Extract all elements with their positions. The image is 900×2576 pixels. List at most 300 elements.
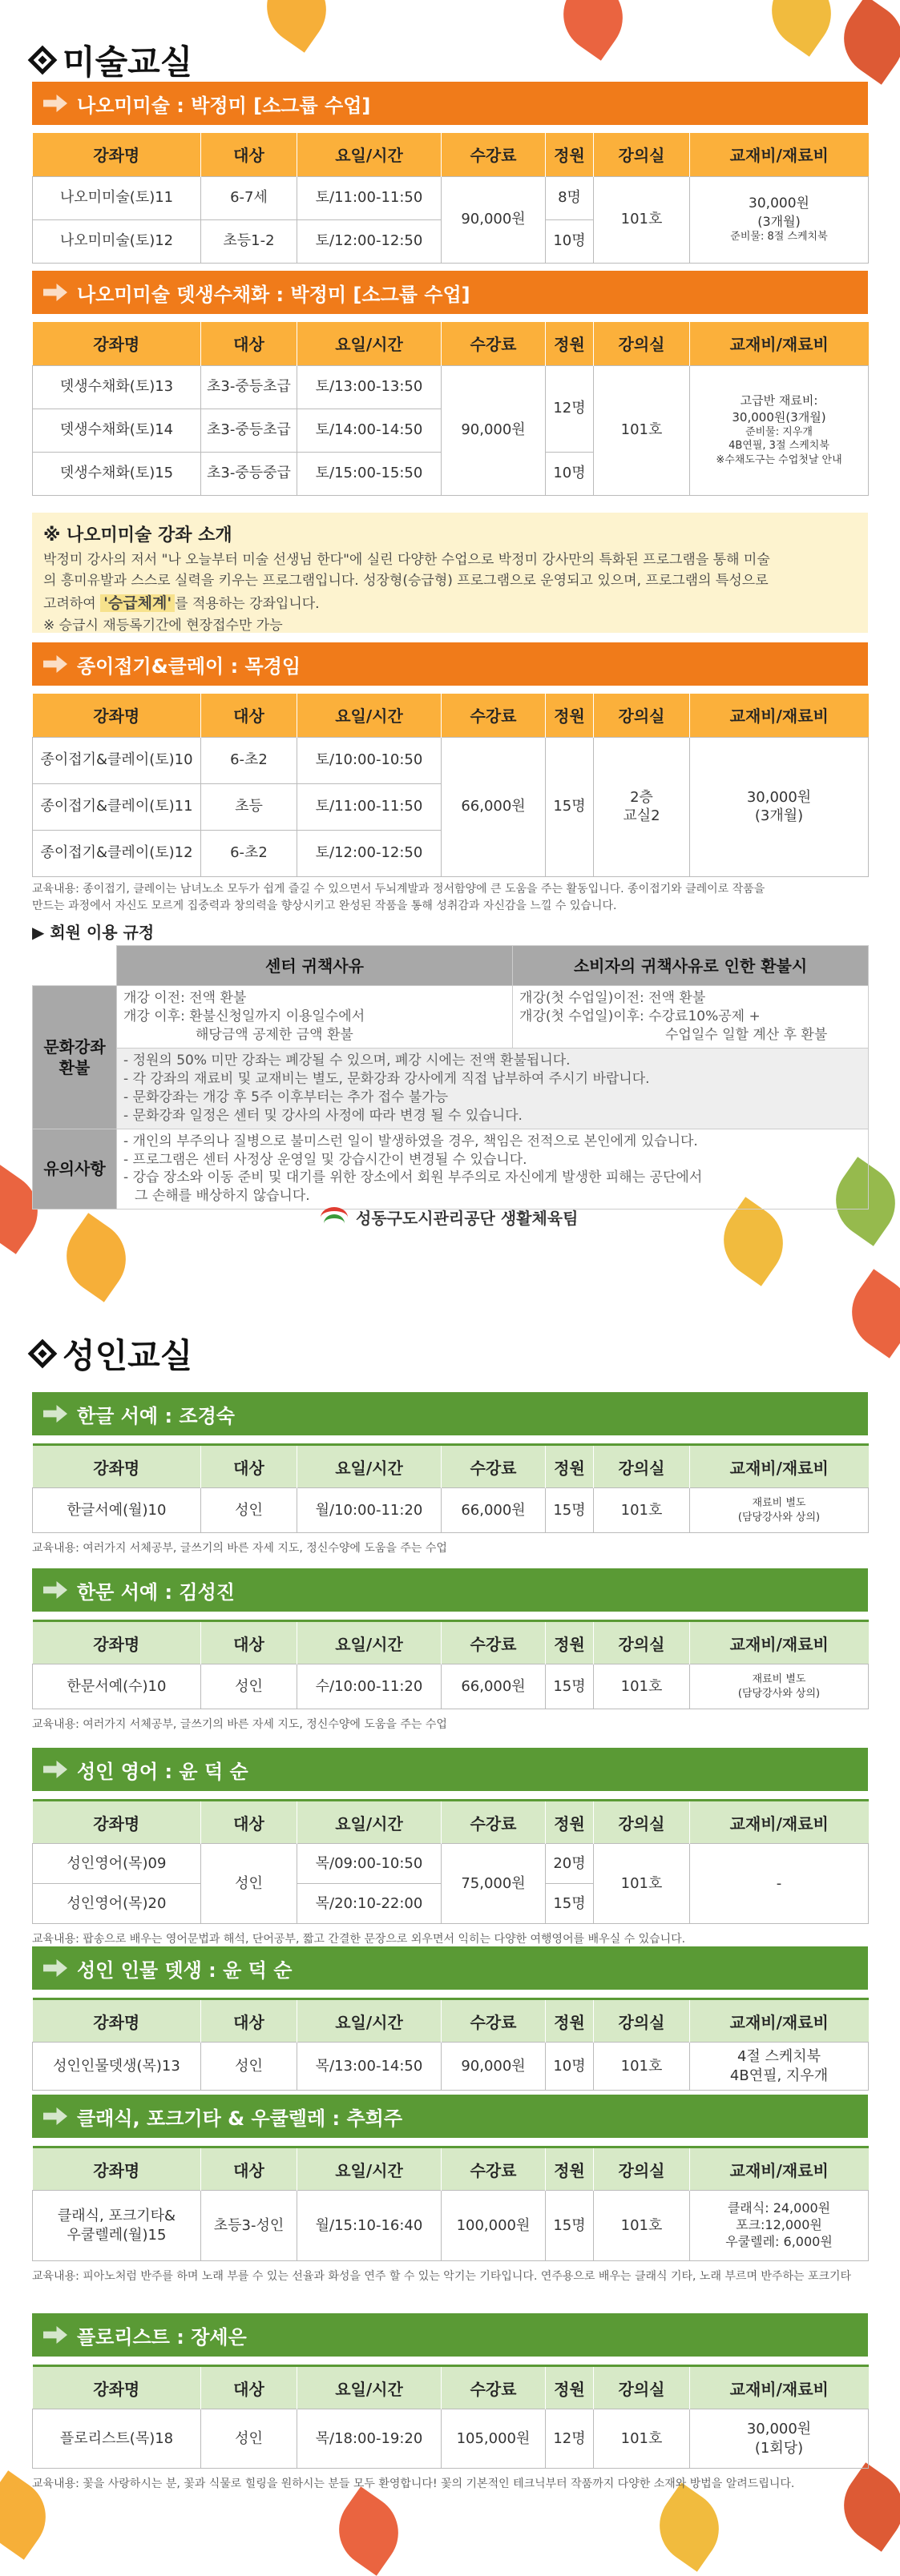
- naomi-art-block: [32, 82, 868, 264]
- refund-line: 수업일수 일할 계산 후 환불: [665, 1026, 828, 1043]
- course-name: 한문서예(수)10: [33, 1664, 201, 1709]
- course-name: 성인영어(목)09: [33, 1844, 201, 1884]
- course-header-bar: [32, 82, 868, 125]
- intro-note: ※ 승급시 재등록기간에 현장접수만 가능: [43, 618, 283, 634]
- english-block: [32, 1748, 868, 1946]
- course-header-text: 나오미미술 : 박정미 [소그룹 수업]: [77, 94, 371, 117]
- course-room: 101호: [594, 1844, 690, 1924]
- material-line: 준비물: 지우개: [745, 425, 813, 438]
- arrow-icon: [43, 284, 67, 301]
- material-line: (담당강사와 상의): [737, 1687, 821, 1700]
- naomi-intro-box: [32, 513, 868, 633]
- watercolor-block: [32, 271, 868, 496]
- center-refund: [117, 986, 513, 1049]
- course-time: 목/18:00-19:20: [297, 2409, 442, 2469]
- course-material: -: [690, 1844, 869, 1924]
- col-header: 요일/시간: [297, 2366, 442, 2409]
- course-header-bar: [32, 642, 868, 686]
- table-row: [33, 1664, 869, 1709]
- caution-note: - 프로그램은 센터 사정상 운영일 및 강습시간이 변경될 수 있습니다.: [123, 1151, 527, 1168]
- col-header: 교재비/재료비: [690, 694, 869, 737]
- course-header-text: 한글 서예 : 조경숙: [77, 1404, 235, 1427]
- material-line: 4절 스케치북: [737, 2048, 821, 2066]
- hangul-table: [32, 1443, 869, 1533]
- material-line: (1회당): [754, 2439, 804, 2457]
- course-description: 교육내용: 피아노처럼 반주를 하며 노래 부를 수 있는 선율과 화성을 연주 할 수 있는 악기는 기타입니다. 연주용으로 배우는 클래식 기타, 노래 부르며 반주하는 포크기타: [32, 2270, 852, 2283]
- table-header-row: [33, 1445, 869, 1488]
- course-target: 6-초2: [201, 737, 297, 783]
- material-line: 재료비 별도: [752, 1672, 806, 1685]
- maple-leaf-icon: [708, 1197, 797, 1286]
- intro-heading: ※ 나오미미술 강좌 소개: [43, 525, 232, 545]
- col-header: 교재비/재료비: [690, 1999, 869, 2043]
- col-header: 교재비/재료비: [690, 322, 869, 365]
- col-header: 요일/시간: [297, 1621, 442, 1664]
- maple-leaf-icon: [324, 2486, 413, 2575]
- col-header: 대상: [201, 1445, 297, 1488]
- refund-note: - 각 강좌의 재료비 및 교재비는 별도, 문화강좌 강사에게 직접 납부하여 주시기 바랍니다.: [123, 1070, 650, 1087]
- col-header: 수강료: [442, 322, 546, 365]
- maple-leaf-icon: [548, 0, 637, 61]
- course-time: 토/13:00-13:50: [297, 365, 442, 409]
- col-header: 교재비/재료비: [690, 133, 869, 176]
- col-header: 강의실: [594, 2366, 690, 2409]
- rules-caution-row: [33, 1129, 869, 1210]
- col-header: 수강료: [442, 133, 546, 176]
- caution-note: - 강습 장소와 이동 준비 및 대기를 위한 장소에서 회원 부주의로 자신에게 발생한 피해는 공단에서: [123, 1169, 703, 1186]
- room-name: 교실2: [623, 807, 660, 824]
- refund-notes: [117, 1048, 869, 1129]
- course-room: 101호: [594, 2043, 690, 2091]
- diamond-icon: [28, 1339, 58, 1369]
- course-header-text: 성인 영어 : 윤 덕 순: [77, 1760, 248, 1783]
- refund-note: - 문화강좌는 개강 후 5주 이후부터는 추가 접수 불가능: [123, 1089, 449, 1105]
- florist-block: [32, 2313, 868, 2491]
- col-header: 강좌명: [33, 1445, 201, 1488]
- table-row: [33, 2191, 869, 2261]
- course-time: 토/14:00-14:50: [297, 409, 442, 452]
- col-header: 수강료: [442, 1801, 546, 1844]
- refund-label-text: 환불: [59, 1057, 91, 1077]
- material-line: 포크:12,000원: [736, 2217, 822, 2233]
- material-line: 4B연필, 지우개: [729, 2067, 829, 2084]
- col-header: 교재비/재료비: [690, 1445, 869, 1488]
- rules-title: ▶ 회원 이용 규정: [32, 923, 155, 942]
- col-header: 강좌명: [33, 322, 201, 365]
- material-line: 우쿨렐레: 6,000원: [725, 2233, 833, 2249]
- rules-col-header: 소비자의 귀책사유로 인한 환불시: [513, 946, 869, 986]
- consumer-refund: [513, 986, 869, 1049]
- course-header-bar: [32, 1748, 868, 1791]
- course-material: [690, 365, 869, 495]
- col-header: 정원: [546, 2366, 594, 2409]
- arrow-icon: [43, 655, 67, 673]
- course-capacity: 12명: [546, 2409, 594, 2469]
- col-header: 강의실: [594, 133, 690, 176]
- material-fee: 30,000원: [746, 788, 812, 806]
- table-header-row: [33, 694, 869, 737]
- material-note: 준비물: 8절 스케치북: [730, 231, 828, 244]
- course-name: 나오미미술(토)11: [33, 176, 201, 219]
- material-period: (3개월): [757, 213, 801, 229]
- intro-text: 의 흥미유발과 스스로 실력을 키우는 프로그램입니다. 성장형(승급형) 프로그램으로 운영되고 있으며, 프로그램의 특성으로: [43, 573, 769, 590]
- guitar-block: [32, 2095, 868, 2284]
- course-capacity: 20명: [546, 1844, 594, 1884]
- course-header-text: 클래식, 포크기타 & 우쿨렐레 : 추희주: [77, 2107, 402, 2130]
- hangul-block: [32, 1392, 868, 1556]
- col-header: 정원: [546, 133, 594, 176]
- course-name: 뎃생수채화(토)13: [33, 365, 201, 409]
- rules-header-row: [33, 946, 869, 986]
- material-line: 30,000원(3개월): [732, 409, 826, 425]
- col-header: 정원: [546, 1801, 594, 1844]
- description-line: 만드는 과정에서 자신도 모르게 집중력과 창의력을 향상시키고 완성된 작품을 통해 성취감과 자신감을 느낄 수 있습니다.: [32, 900, 617, 912]
- col-header: 정원: [546, 2147, 594, 2191]
- course-header-text: 나오미미술 뎃생수채화 : 박정미 [소그룹 수업]: [77, 283, 470, 306]
- course-header-text: 플로리스트 : 장세은: [77, 2325, 247, 2349]
- course-name-line: 클래식, 포크기타&: [57, 2208, 176, 2225]
- course-capacity: 10명: [546, 219, 594, 263]
- caution-note: 그 손해를 배상하지 않습니다.: [135, 1188, 310, 1205]
- rules-refund-row: [33, 986, 869, 1049]
- course-header-bar: [32, 2313, 868, 2357]
- col-header: 대상: [201, 2147, 297, 2191]
- course-room: 101호: [594, 1664, 690, 1709]
- course-time: 토/12:00-12:50: [297, 830, 442, 876]
- table-row: [33, 2043, 869, 2091]
- caution-note: - 개인의 부주의나 질병으로 불미스런 일이 발생하였을 경우, 책임은 전적으로 본인에게 있습니다.: [123, 1133, 698, 1149]
- arrow-icon: [43, 2107, 67, 2125]
- table-row: [33, 737, 869, 783]
- refund-line: 개강(첫 수업일)이전: 전액 환불: [519, 990, 706, 1006]
- course-name: 종이접기&클레이(토)12: [33, 830, 201, 876]
- col-header: 강의실: [594, 1445, 690, 1488]
- course-fee: 75,000원: [442, 1844, 546, 1924]
- refund-line: 개강 이후: 환불신청일까지 이용일수에서: [123, 1008, 365, 1024]
- course-name: 뎃생수채화(토)15: [33, 452, 201, 495]
- course-target: 성인: [201, 2409, 297, 2469]
- col-header: 수강료: [442, 1999, 546, 2043]
- course-target: 성인: [201, 1488, 297, 1533]
- org-name: 성동구도시관리공단 생활체육팀: [356, 1209, 579, 1228]
- table-header-row: [33, 1621, 869, 1664]
- col-header: 대상: [201, 694, 297, 737]
- course-header-bar: [32, 1392, 868, 1435]
- refund-note: - 문화강좌 일정은 센터 및 강사의 사정에 따라 변경 될 수 있습니다.: [123, 1107, 523, 1124]
- material-line: 4B연필, 3절 스케치북: [728, 440, 829, 453]
- course-header-bar: [32, 271, 868, 314]
- rules-corner: [33, 946, 117, 986]
- section-title-art: [32, 36, 192, 84]
- material-line: 재료비 별도: [752, 1496, 806, 1509]
- course-time: 수/10:00-11:20: [297, 1664, 442, 1709]
- course-capacity: 15명: [546, 1664, 594, 1709]
- course-room: 101호: [594, 2191, 690, 2261]
- course-target: 성인: [201, 2043, 297, 2091]
- course-capacity: 10명: [546, 452, 594, 495]
- refund-label: [33, 986, 117, 1129]
- table-row: [33, 1844, 869, 1884]
- col-header: 요일/시간: [297, 1801, 442, 1844]
- course-name: [33, 2191, 201, 2261]
- course-target: 성인: [201, 1664, 297, 1709]
- section-title-text: 미술교실: [63, 42, 193, 82]
- col-header: 수강료: [442, 2147, 546, 2191]
- course-fee: 90,000원: [442, 2043, 546, 2091]
- course-room: 101호: [594, 1488, 690, 1533]
- table-header-row: [33, 322, 869, 365]
- table-row: [33, 176, 869, 219]
- col-header: 대상: [201, 1621, 297, 1664]
- course-time: 목/13:00-14:50: [297, 2043, 442, 2091]
- course-name: 성인영어(목)20: [33, 1884, 201, 1924]
- arrow-icon: [43, 1405, 67, 1423]
- course-header-bar: [32, 2095, 868, 2138]
- section-title-text: 성인교실: [63, 1336, 193, 1375]
- rules-refund-notes-row: [33, 1048, 869, 1129]
- guitar-table: [32, 2146, 869, 2261]
- course-target: 초3-중등중급: [201, 452, 297, 495]
- course-description: 교육내용: 여러가지 서체공부, 글쓰기의 바른 자세 지도, 정신수양에 도움을 주는 수업: [32, 1718, 447, 1731]
- org-logo: [321, 1205, 578, 1229]
- intro-text: [43, 592, 857, 615]
- course-name: 종이접기&클레이(토)11: [33, 783, 201, 830]
- course-fee: 90,000원: [442, 365, 546, 495]
- course-time: 토/11:00-11:50: [297, 176, 442, 219]
- course-target: 초등: [201, 783, 297, 830]
- course-time: 토/11:00-11:50: [297, 783, 442, 830]
- maple-leaf-icon: [829, 0, 900, 85]
- arrow-icon: [43, 1581, 67, 1599]
- course-target: 초등3-성인: [201, 2191, 297, 2261]
- course-name: 나오미미술(토)12: [33, 219, 201, 263]
- material-line: 30,000원: [746, 2421, 812, 2438]
- course-time: 목/20:10-22:00: [297, 1884, 442, 1924]
- hanmun-block: [32, 1568, 868, 1732]
- course-target: 6-초2: [201, 830, 297, 876]
- room-floor: 2층: [630, 788, 653, 806]
- course-header-text: 종이접기&클레이 : 목경임: [77, 654, 301, 678]
- table-header-row: [33, 133, 869, 176]
- course-description: 교육내용: 여러가지 서체공부, 글쓰기의 바른 자세 지도, 정신수양에 도움을 주는 수업: [32, 1542, 447, 1555]
- course-time: 목/09:00-10:50: [297, 1844, 442, 1884]
- col-header: 수강료: [442, 1621, 546, 1664]
- col-header: 강좌명: [33, 1801, 201, 1844]
- col-header: 교재비/재료비: [690, 1621, 869, 1664]
- course-material: [690, 1488, 869, 1533]
- material-line: 고급반 재료비:: [740, 393, 818, 409]
- table-row: [33, 2409, 869, 2469]
- course-room: 101호: [594, 176, 690, 263]
- col-header: 교재비/재료비: [690, 2147, 869, 2191]
- course-fee: 66,000원: [442, 737, 546, 876]
- course-target: 초3-중등초급: [201, 365, 297, 409]
- course-name-line: 우쿨렐레(월)15: [67, 2226, 167, 2244]
- col-header: 수강료: [442, 694, 546, 737]
- clay-block: [32, 642, 868, 877]
- arrow-icon: [43, 95, 67, 112]
- course-capacity: 12명: [546, 365, 594, 452]
- col-header: 강좌명: [33, 694, 201, 737]
- table-row: [33, 365, 869, 409]
- col-header: 요일/시간: [297, 1999, 442, 2043]
- material-fee: 30,000원: [749, 195, 809, 211]
- col-header: 대상: [201, 2366, 297, 2409]
- refund-note: - 정원의 50% 미만 강좌는 폐강될 수 있으며, 폐강 시에는 전액 환불됩니다.: [123, 1052, 571, 1069]
- course-material: [690, 176, 869, 263]
- col-header: 요일/시간: [297, 322, 442, 365]
- refund-line: 개강(첫 수업일)이후: 수강료10%공제 +: [519, 1008, 761, 1024]
- course-header-text: 한문 서예 : 김성진: [77, 1580, 235, 1604]
- course-fee: 66,000원: [442, 1488, 546, 1533]
- clay-description: [32, 881, 868, 915]
- course-fee: 90,000원: [442, 176, 546, 263]
- florist-table: [32, 2365, 869, 2469]
- course-time: 월/10:00-11:20: [297, 1488, 442, 1533]
- english-table: [32, 1799, 869, 1924]
- course-target: 성인: [201, 1844, 297, 1924]
- figure-drawing-block: [32, 1946, 868, 2091]
- col-header: 수강료: [442, 2366, 546, 2409]
- course-capacity: 8명: [546, 176, 594, 219]
- course-capacity: 10명: [546, 2043, 594, 2091]
- col-header: 정원: [546, 1445, 594, 1488]
- col-header: 강좌명: [33, 133, 201, 176]
- rainbow-logo-icon: [321, 1207, 348, 1228]
- naomi-art-table: [32, 133, 869, 264]
- col-header: 요일/시간: [297, 1445, 442, 1488]
- col-header: 대상: [201, 1801, 297, 1844]
- course-name: 플로리스트(목)18: [33, 2409, 201, 2469]
- col-header: 강의실: [594, 1801, 690, 1844]
- course-target: 초등1-2: [201, 219, 297, 263]
- table-row: [33, 1488, 869, 1533]
- col-header: 대상: [201, 133, 297, 176]
- maple-leaf-icon: [51, 1213, 140, 1302]
- col-header: 강좌명: [33, 2366, 201, 2409]
- table-header-row: [33, 1801, 869, 1844]
- hanmun-table: [32, 1620, 869, 1709]
- section-title-adult: [32, 1330, 192, 1378]
- course-description: 교육내용: 팝송으로 배우는 영어문법과 해석, 단어공부, 짧고 간결한 문장으로 외우면서 익히는 다양한 여행영어를 배우실 수 있습니다.: [32, 1933, 686, 1946]
- course-name: 뎃생수채화(토)14: [33, 409, 201, 452]
- maple-leaf-icon: [757, 0, 846, 57]
- refund-line: 해당금액 공제한 금액 환불: [196, 1026, 353, 1043]
- table-header-row: [33, 2147, 869, 2191]
- course-material: [690, 2043, 869, 2091]
- col-header: 요일/시간: [297, 133, 442, 176]
- maple-leaf-icon: [837, 1269, 900, 1358]
- intro-text-part: 고려하여: [43, 595, 101, 612]
- course-material: [690, 737, 869, 876]
- col-header: 대상: [201, 322, 297, 365]
- col-header: 대상: [201, 1999, 297, 2043]
- course-fee: 66,000원: [442, 1664, 546, 1709]
- course-room: [594, 737, 690, 876]
- col-header: 요일/시간: [297, 694, 442, 737]
- refund-line: 개강 이전: 전액 환불: [123, 990, 247, 1006]
- col-header: 강의실: [594, 1999, 690, 2043]
- course-name: 성인인물뎃생(목)13: [33, 2043, 201, 2091]
- clay-table: [32, 694, 869, 877]
- course-room: 101호: [594, 2409, 690, 2469]
- course-fee: 100,000원: [442, 2191, 546, 2261]
- course-time: 토/10:00-10:50: [297, 737, 442, 783]
- watercolor-table: [32, 322, 869, 496]
- col-header: 정원: [546, 1999, 594, 2043]
- col-header: 수강료: [442, 1445, 546, 1488]
- caution-label: 유의사항: [33, 1129, 117, 1210]
- course-time: 월/15:10-16:40: [297, 2191, 442, 2261]
- col-header: 요일/시간: [297, 2147, 442, 2191]
- maple-leaf-icon: [644, 2482, 733, 2571]
- figure-drawing-table: [32, 1998, 869, 2091]
- diamond-icon: [28, 46, 58, 75]
- arrow-icon: [43, 1959, 67, 1977]
- material-line: 클래식: 24,000원: [727, 2200, 831, 2216]
- intro-highlight: '승급체계': [100, 594, 175, 612]
- col-header: 강의실: [594, 694, 690, 737]
- member-rules-table: [32, 945, 869, 1210]
- rules-col-header: 센터 귀책사유: [117, 946, 513, 986]
- col-header: 강의실: [594, 1621, 690, 1664]
- course-capacity: 15명: [546, 1488, 594, 1533]
- course-capacity: 15명: [546, 1884, 594, 1924]
- material-line: ※수채도구는 수업첫날 안내: [716, 454, 842, 467]
- table-header-row: [33, 2366, 869, 2409]
- col-header: 교재비/재료비: [690, 1801, 869, 1844]
- refund-label-text: 문화강좌: [43, 1036, 106, 1057]
- course-header-text: 성인 인물 뎃생 : 윤 덕 순: [77, 1958, 293, 1982]
- course-name: 한글서예(월)10: [33, 1488, 201, 1533]
- course-description: 교육내용: 꽃을 사랑하시는 분, 꽃과 식물로 힐링을 원하시는 분들 모두 환영합니다! 꽃의 기본적인 테크닉부터 작품까지 다양한 소재와 방법을 알려드립니다.: [32, 2477, 795, 2490]
- course-target: 6-7세: [201, 176, 297, 219]
- col-header: 강의실: [594, 322, 690, 365]
- description-line: 교육내용: 종이접기, 클레이는 남녀노소 모두가 쉽게 즐길 수 있으면서 두뇌계발과 정서함양에 큰 도움을 주는 활동입니다. 종이접기와 클레이로 작품을: [32, 883, 765, 896]
- col-header: 정원: [546, 322, 594, 365]
- course-name: 종이접기&클레이(토)10: [33, 737, 201, 783]
- course-time: 토/15:00-15:50: [297, 452, 442, 495]
- col-header: 정원: [546, 694, 594, 737]
- intro-text-part: 를 적용하는 강좌입니다.: [175, 595, 320, 612]
- col-header: 교재비/재료비: [690, 2366, 869, 2409]
- material-period: (3개월): [754, 807, 804, 824]
- course-fee: 105,000원: [442, 2409, 546, 2469]
- course-material: [690, 2409, 869, 2469]
- col-header: 강좌명: [33, 2147, 201, 2191]
- course-time: 토/12:00-12:50: [297, 219, 442, 263]
- col-header: 강좌명: [33, 1621, 201, 1664]
- maple-leaf-icon: [252, 0, 341, 53]
- col-header: 강좌명: [33, 1999, 201, 2043]
- course-room: 101호: [594, 365, 690, 495]
- course-header-bar: [32, 1568, 868, 1612]
- intro-text: 박정미 강사의 저서 "나 오늘부터 미술 선생님 한다"에 실린 다양한 수업으로 박정미 강사만의 특화된 프로그램을 통해 미술: [43, 552, 770, 569]
- course-capacity: 15명: [546, 2191, 594, 2261]
- col-header: 정원: [546, 1621, 594, 1664]
- arrow-icon: [43, 1761, 67, 1778]
- col-header: 강의실: [594, 2147, 690, 2191]
- course-material: [690, 2191, 869, 2261]
- material-line: (담당강사와 상의): [737, 1511, 821, 1523]
- caution-notes: [117, 1129, 869, 1210]
- course-material: [690, 1664, 869, 1709]
- table-header-row: [33, 1999, 869, 2043]
- course-target: 초3-중등초급: [201, 409, 297, 452]
- course-capacity: 15명: [546, 737, 594, 876]
- arrow-icon: [43, 2326, 67, 2344]
- course-header-bar: [32, 1946, 868, 1990]
